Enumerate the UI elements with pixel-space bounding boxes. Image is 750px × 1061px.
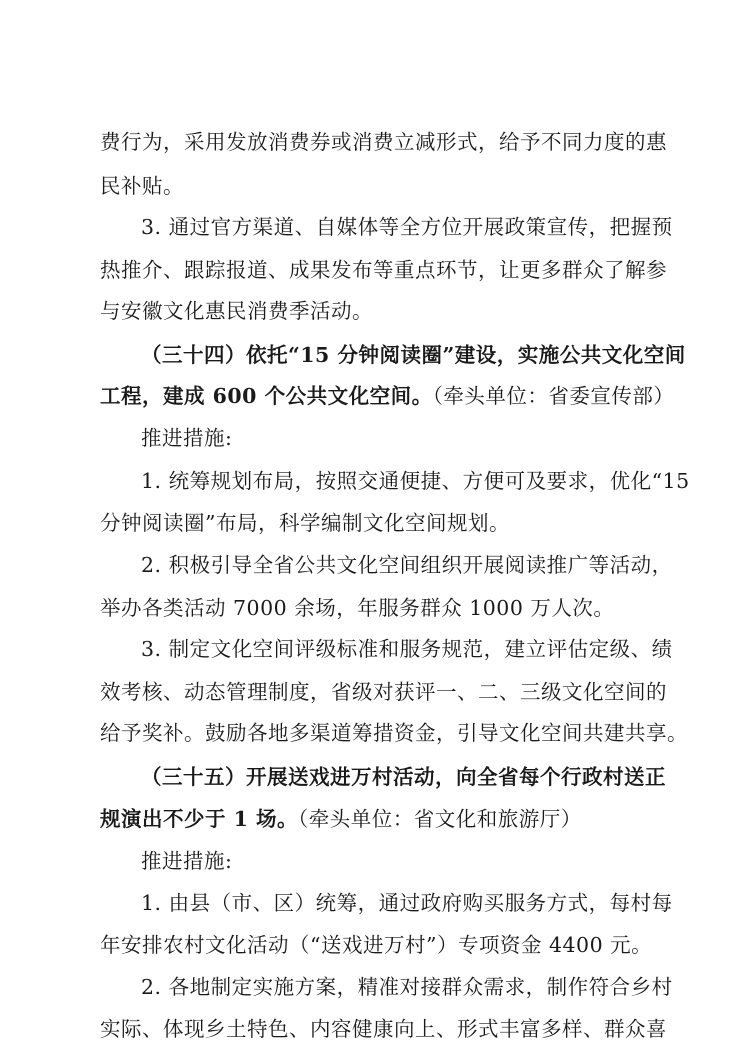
lead-unit: （牵头单位：省文化和旅游厅） xyxy=(298,807,582,831)
section-heading-text: 工程，建成 600 个公共文化空间。 xyxy=(100,384,433,408)
measures-label: 推进措施: xyxy=(141,426,233,450)
measures-label: 推进措施: xyxy=(141,849,233,873)
paragraph-line: 3. 通过官方渠道、自媒体等全方位开展政策宣传，把握预 xyxy=(141,215,673,239)
paragraph-line: 1. 由县（市、区）统筹，通过政府购买服务方式，每村每 xyxy=(141,891,673,915)
paragraph-line: 效考核、动态管理制度，省级对获评一、二、三级文化空间的 xyxy=(100,680,667,704)
paragraph-line: 实际、体现乡土特色、内容健康向上、形式丰富多样、群众喜 xyxy=(100,1017,667,1041)
paragraph-line: 民补贴。 xyxy=(100,174,184,198)
paragraph-line: 给予奖补。鼓励各地多渠道筹措资金，引导文化空间共建共享。 xyxy=(100,721,688,745)
paragraph-line: 费行为，采用发放消费券或消费立减形式，给予不同力度的惠 xyxy=(100,130,667,154)
section-heading-line xyxy=(100,804,660,834)
paragraph-line: 2. 各地制定实施方案，精准对接群众需求，制作符合乡村 xyxy=(141,975,673,999)
lead-unit: （牵头单位：省委宣传部） xyxy=(432,384,675,408)
paragraph-line: 年安排农村文化活动（“送戏进万村”）专项资金 4400 元。 xyxy=(100,933,653,957)
paragraph-line: 1. 统筹规划布局，按照交通便捷、方便可及要求，优化“15 xyxy=(141,469,690,493)
paragraph-line: 热推介、跟踪报道、成果发布等重点环节，让更多群众了解参 xyxy=(100,258,667,282)
paragraph-line: 举办各类活动 7000 余场，年服务群众 1000 万人次。 xyxy=(100,596,615,620)
section-heading-line: （三十五）开展送戏进万村活动，向全省每个行政村送正 xyxy=(141,765,666,789)
paragraph-line: 2. 积极引导全省公共文化空间组织开展阅读推广等活动， xyxy=(141,553,673,577)
paragraph-line: 3. 制定文化空间评级标准和服务规范，建立评估定级、绩 xyxy=(141,637,673,661)
paragraph-line: 与安徽文化惠民消费季活动。 xyxy=(100,299,373,323)
section-heading-line: （三十四）依托“15 分钟阅读圈”建设，实施公共文化空间 xyxy=(141,343,686,367)
section-heading-line xyxy=(100,381,675,411)
paragraph-line: 分钟阅读圈”布局，科学编制文化空间规划。 xyxy=(100,511,510,535)
section-heading-text: 规演出不少于 1 场。 xyxy=(100,807,299,831)
